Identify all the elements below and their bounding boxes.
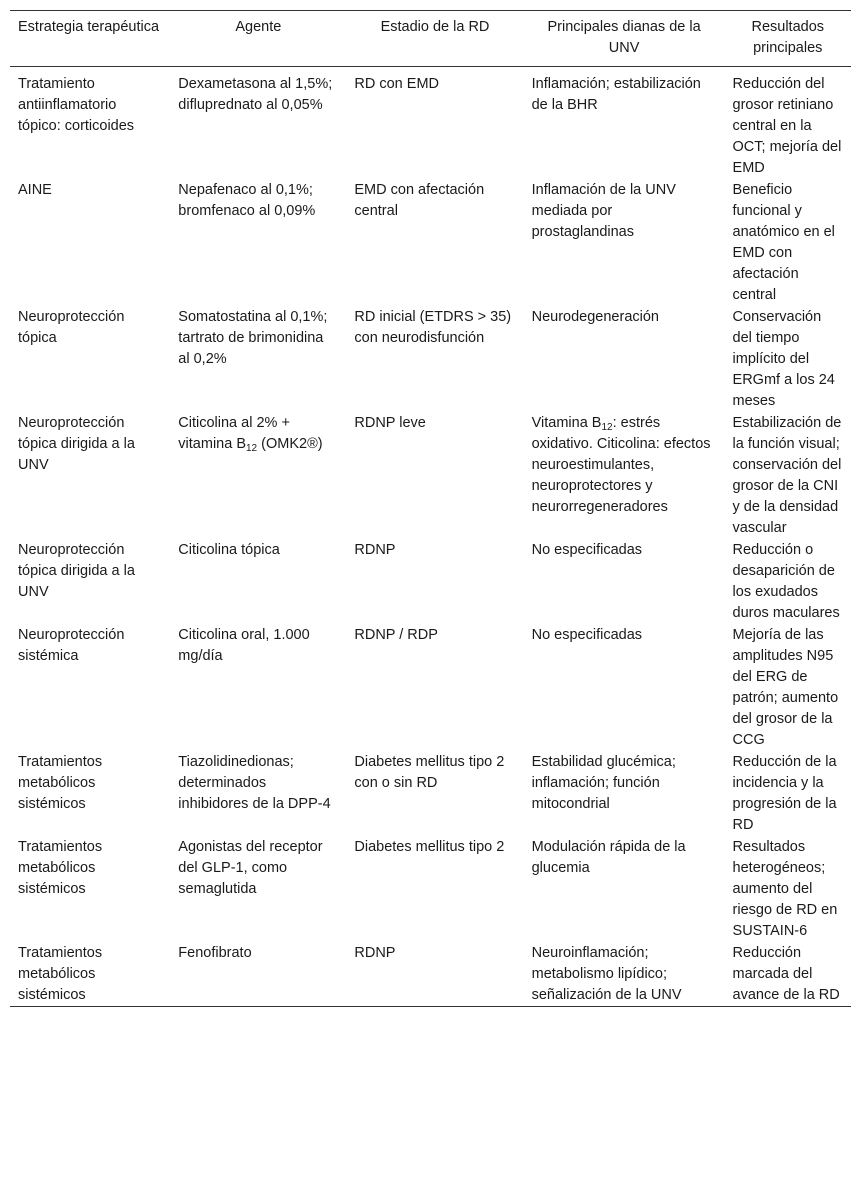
targets-cell: Inflamación; estabilización de la BHR <box>531 76 701 113</box>
strategy-cell: Neuroprotección sistémica <box>18 627 125 664</box>
header-strategy: Estrategia terapéutica <box>18 19 160 35</box>
stage-cell: RDNP / RDP <box>354 627 438 643</box>
stage-cell: RD con EMD <box>354 76 439 92</box>
table-row <box>10 412 851 539</box>
targets-cell: No especificadas <box>531 542 643 558</box>
strategy-cell: Tratamiento antiinflamatorio tópico: corticoides <box>18 76 135 134</box>
agent-cell: Citicolina al 2% + vitamina $B_{12}$ (OMK2®) <box>178 415 323 454</box>
results-cell: Beneficio funcional y anatómico en el EMD con afectación central <box>732 182 835 303</box>
header-agent: Agente <box>235 19 282 35</box>
targets-cell: Estabilidad glucémica; inflamación; función mitocondrial <box>531 754 676 812</box>
targets-cell: Inflamación de la UNV mediada por prostaglandinas <box>531 182 676 240</box>
table-row <box>10 67 851 180</box>
strategy-cell: AINE <box>18 182 52 198</box>
results-cell: Resultados heterogéneos; aumento del riesgo de RD en SUSTAIN-6 <box>732 839 838 939</box>
results-cell: Estabilización de la función visual; conservación del grosor de la CNI y de la densidad vascular <box>732 415 842 536</box>
stage-cell: RDNP <box>354 945 396 961</box>
agent-cell: Citicolina tópica <box>178 542 280 558</box>
header-targets: Principales dianas de la UNV <box>547 19 701 56</box>
strategy-cell: Tratamientos metabólicos sistémicos <box>18 945 103 1003</box>
header-results: Resultados principales <box>751 19 825 56</box>
table-body <box>10 67 851 1007</box>
strategy-cell: Tratamientos metabólicos sistémicos <box>18 754 103 812</box>
stage-cell: RD inicial (ETDRS > 35) con neurodisfunción <box>354 309 512 346</box>
results-cell: Reducción marcada del avance de la RD <box>732 945 840 1003</box>
targets-cell: No especificadas <box>531 627 643 643</box>
results-cell: Reducción de la incidencia y la progresión de la RD <box>732 754 837 833</box>
agent-cell: Agonistas del receptor del GLP-1, como semaglutida <box>178 839 323 897</box>
therapy-table <box>10 10 851 1007</box>
table-header-row <box>10 11 851 67</box>
targets-cell: Neurodegeneración <box>531 309 659 325</box>
strategy-cell: Neuroprotección tópica dirigida a la UNV <box>18 542 135 600</box>
table-row <box>10 179 851 306</box>
stage-cell: Diabetes mellitus tipo 2 con o sin RD <box>354 754 505 791</box>
table-row <box>10 836 851 942</box>
results-cell: Conservación del tiempo implícito del ERGmf a los 24 meses <box>732 309 835 409</box>
agent-cell: Somatostatina al 0,1%; tartrato de brimonidina al 0,2% <box>178 309 328 367</box>
results-cell: Reducción del grosor retiniano central en la OCT; mejoría del EMD <box>732 76 842 176</box>
strategy-cell: Neuroprotección tópica <box>18 309 125 346</box>
targets-cell: Vitamina $B_{12}$: estrés oxidativo. Citicolina: efectos neuroestimulantes, neuroprotectores y neurorregeneradores <box>531 415 711 515</box>
strategy-cell: Neuroprotección tópica dirigida a la UNV <box>18 415 135 473</box>
stage-cell: RDNP <box>354 542 396 558</box>
stage-cell: Diabetes mellitus tipo 2 <box>354 839 505 855</box>
strategy-cell: Tratamientos metabólicos sistémicos <box>18 839 103 897</box>
agent-cell: Fenofibrato <box>178 945 252 961</box>
table-row <box>10 942 851 1007</box>
header-stage: Estadio de la RD <box>380 19 490 35</box>
agent-cell: Nepafenaco al 0,1%; bromfenaco al 0,09% <box>178 182 316 219</box>
results-cell: Reducción o desaparición de los exudados duros maculares <box>732 542 840 621</box>
agent-cell: Dexametasona al 1,5%; difluprednato al 0,05% <box>178 76 333 113</box>
stage-cell: RDNP leve <box>354 415 426 431</box>
table-row <box>10 306 851 412</box>
targets-cell: Neuroinflamación; metabolismo lipídico; señalización de la UNV <box>531 945 682 1003</box>
table-row <box>10 539 851 624</box>
stage-cell: EMD con afectación central <box>354 182 485 219</box>
agent-cell: Tiazolidinedionas; determinados inhibidores de la DPP-4 <box>178 754 331 812</box>
table-row <box>10 624 851 751</box>
table-row <box>10 751 851 836</box>
agent-cell: Citicolina oral, 1.000 mg/día <box>178 627 310 664</box>
targets-cell: Modulación rápida de la glucemia <box>531 839 686 876</box>
results-cell: Mejoría de las amplitudes N95 del ERG de patrón; aumento del grosor de la CCG <box>732 627 839 748</box>
